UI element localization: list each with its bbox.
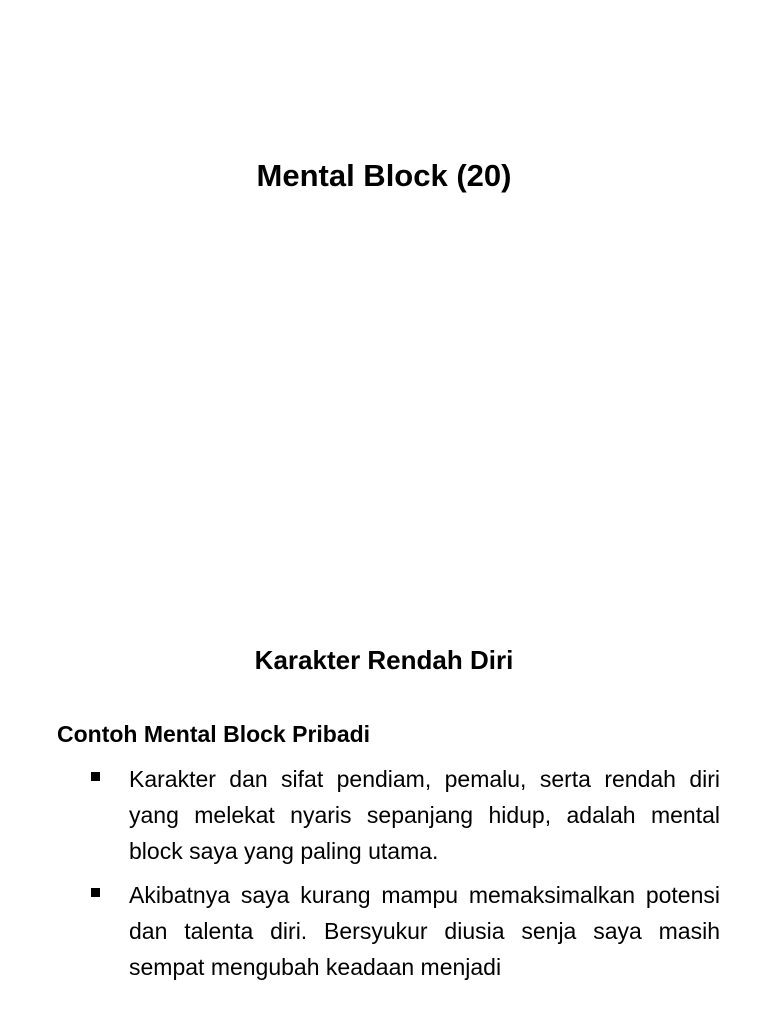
- slide-title-heading: Mental Block (20): [256, 158, 512, 193]
- square-bullet-icon: [91, 772, 100, 781]
- section-subheading: Contoh Mental Block Pribadi: [57, 721, 371, 747]
- bullet-text: Karakter dan sifat pendiam, pemalu, serta rendah diri yang melekat nyaris sepanjang hidup, adalah mental block saya yang paling utama.: [129, 766, 720, 864]
- bullet-item: [0, 761, 720, 869]
- bullet-list: [0, 761, 768, 993]
- slide-content: [0, 580, 768, 1024]
- bullet-text: Akibatnya saya kurang mampu memaksimalkan potensi dan talenta diri. Bersyukur diusia senja saya masih sempat mengubah keadaan menjadi: [129, 882, 720, 980]
- bullet-item: [0, 877, 720, 985]
- square-bullet-icon: [91, 888, 100, 897]
- slide-content-heading: Karakter Rendah Diri: [254, 645, 514, 675]
